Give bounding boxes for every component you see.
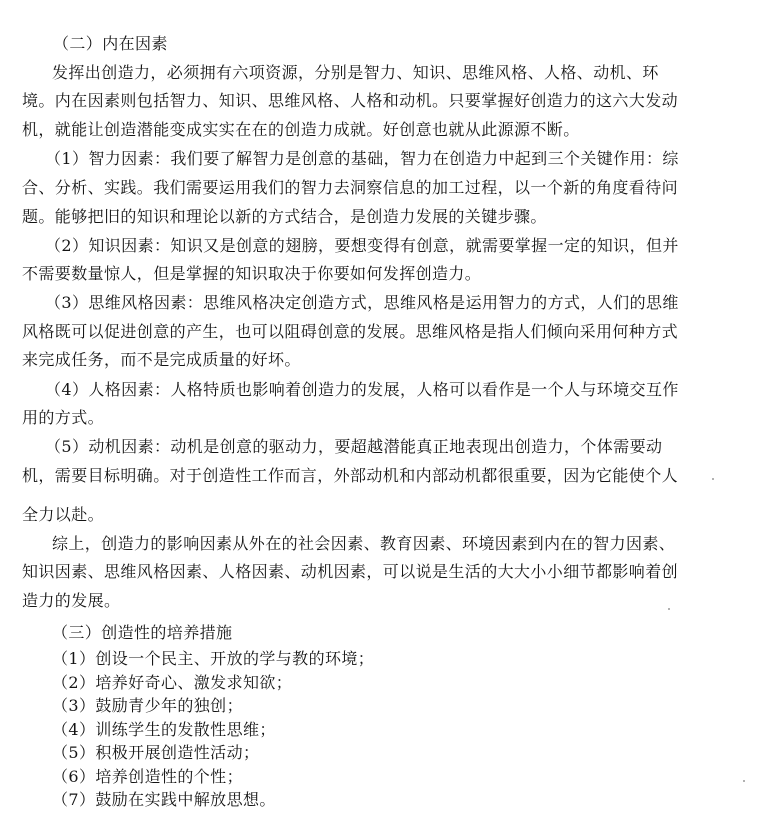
measure-item: （7）鼓励在实践中解放思想。 [52, 790, 276, 809]
intro-line: 机，就能让创造潜能变成实实在在的创造力成就。好创意也就从此源源不断。 [22, 120, 580, 139]
motivation-factor-line: （5）动机因素：动机是创意的驱动力，要超越潜能真正地表现出创造力，个体需要动 [45, 437, 663, 456]
measure-item: （5）积极开展创造性活动； [52, 743, 260, 762]
summary-line: 造力的发展。 [22, 591, 121, 610]
measure-item: （2）培养好奇心、激发求知欲； [52, 672, 293, 692]
thinking-style-factor-line: （3）思维风格因素：思维风格决定创造方式，思维风格是运用智力的方式，人们的思维 [45, 293, 679, 312]
intro-line: 境。内在因素则包括智力、知识、思维风格、人格和动机。只要掌握好创造力的这六大发动 [22, 91, 679, 110]
measure-item: （4）训练学生的发散性思维； [52, 719, 276, 739]
motivation-factor-line: 全力以赴。 [22, 505, 105, 524]
thinking-style-factor-line: 风格既可以促进创意的产生，也可以阻碍创意的发展。思维风格是指人们倾向采用何种方式 [22, 322, 679, 341]
thinking-style-factor-line: 来完成任务，而不是完成质量的好坏。 [22, 350, 301, 369]
section-two-heading: （二）内在因素 [53, 34, 168, 53]
summary-line: 综上，创造力的影响因素从外在的社会因素、教育因素、环境因素到内在的智力因素、 [52, 534, 676, 553]
scan-speck [712, 478, 714, 480]
summary-line: 知识因素、思维风格因素、人格因素、动机因素，可以说是生活的大大小小细节都影响着创 [22, 562, 679, 581]
knowledge-factor-line: 不需要数量惊人，但是掌握的知识取决于你要如何发挥创造力。 [22, 264, 482, 283]
intelligence-factor-line: 题。能够把旧的知识和理论以新的方式结合，是创造力发展的关键步骤。 [22, 207, 547, 226]
scan-speck [668, 608, 670, 610]
measure-item: （1）创设一个民主、开放的学与教的环境； [52, 649, 375, 668]
section-three-heading: （三）创造性的培养措施 [52, 623, 233, 642]
personality-factor-line: 用的方式。 [22, 408, 105, 427]
scan-speck [743, 780, 745, 782]
measure-item: （3）鼓励青少年的独创； [52, 696, 243, 715]
intro-line: 发挥出创造力，必须拥有六项资源，分别是智力、知识、思维风格、人格、动机、环 [52, 63, 659, 82]
measure-item: （6）培养创造性的个性； [52, 766, 243, 786]
intelligence-factor-line: （1）智力因素：我们要了解智力是创意的基础，智力在创造力中起到三个关键作用：综 [45, 149, 679, 168]
motivation-factor-line: 机，需要目标明确。对于创造性工作而言，外部动机和内部动机都很重要，因为它能使个人 [22, 466, 679, 485]
personality-factor-line: （4）人格因素：人格特质也影响着创造力的发展，人格可以看作是一个人与环境交互作 [45, 380, 679, 399]
intelligence-factor-line: 合、分析、实践。我们需要运用我们的智力去洞察信息的加工过程，以一个新的角度看待问 [22, 178, 679, 197]
knowledge-factor-line: （2）知识因素：知识又是创意的翅膀，要想变得有创意，就需要掌握一定的知识，但并 [45, 236, 679, 255]
